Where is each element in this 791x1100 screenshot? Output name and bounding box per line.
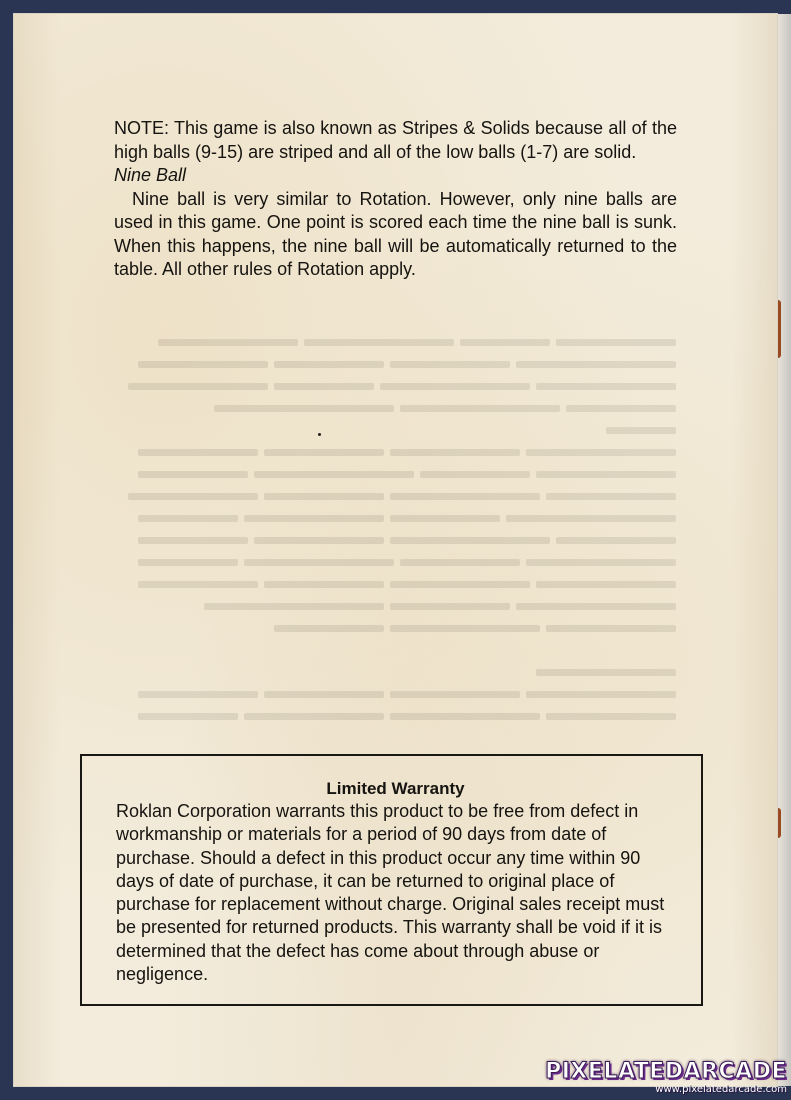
- nine-ball-heading: Nine Ball: [114, 165, 187, 185]
- bleed-through-text: [116, 330, 676, 726]
- watermark-url: www.pixelatedarcade.com: [655, 1084, 787, 1095]
- watermark: [545, 1060, 787, 1096]
- ink-speck: [318, 433, 321, 436]
- warranty-title: Limited Warranty: [326, 779, 465, 798]
- warranty-box: [80, 754, 703, 1006]
- rules-text: [114, 117, 677, 282]
- warranty-text: Roklan Corporation warrants this product to be free from defect in workmanship or materials for a period of 90 days from date of purchase. Should a defect in this product occur any time within 90 days of date of purchase, it can be returned to original place of purchase for replacement without charge. Original sales receipt must be presented for returned products. This warranty shall be void if it is determined that the defect has come about through abuse or negligence.: [116, 801, 665, 985]
- nine-ball-paragraph: Nine ball is very similar to Rotation. However, only nine balls are used in this game. One point is scored each time the nine ball is sunk. When this happens, the nine ball will be automatically returned to the table. All other rules of Rotation apply.: [114, 188, 677, 279]
- watermark-logo: PIXELATEDARCADE: [545, 1059, 787, 1084]
- note-paragraph: NOTE: This game is also known as Stripes & Solids because all of the high balls (9-15) are striped and all of the low balls (1-7) are solid.: [114, 118, 677, 162]
- page-edge: [777, 14, 791, 1086]
